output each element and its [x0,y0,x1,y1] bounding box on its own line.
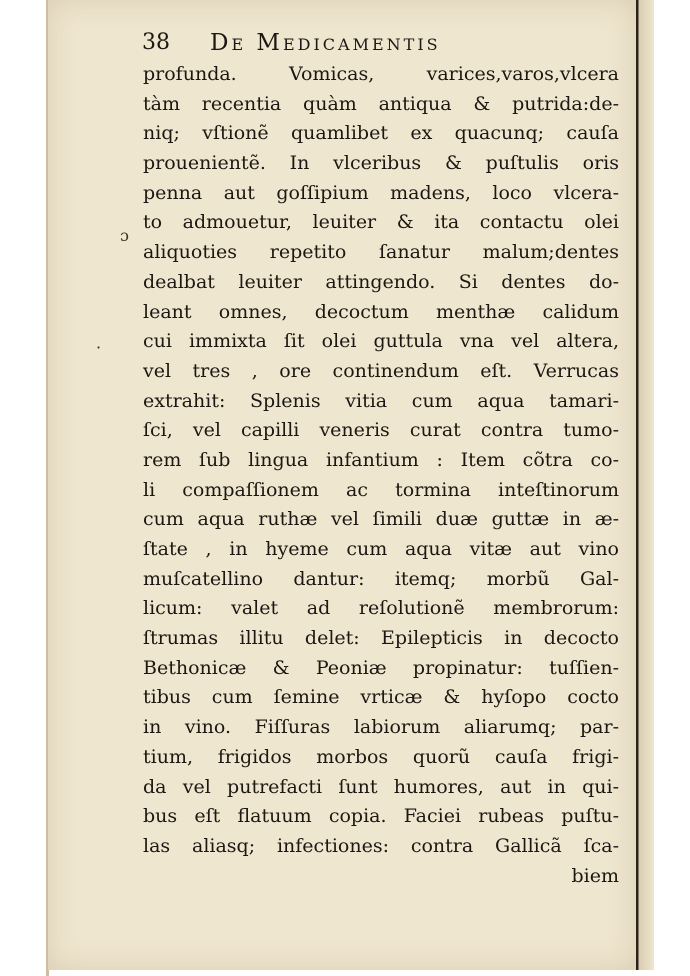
text-line: ſtate , in hyeme cum aqua vitæ aut vino [143,538,619,560]
body-text [143,60,619,891]
text-line: leant omnes, decoctum menthæ calidum [143,300,619,323]
text-line: tibus cum ſemine vrticæ & hyſopo cocto [143,686,619,709]
page-number: 38 [142,30,170,55]
text-line: cui immixta ſit olei guttula vna vel altera, [143,330,619,353]
text-line: las aliasq; infectiones: contra Gallicã ſca- [143,834,619,857]
text-line: licum: valet ad reſolutionẽ membrorum: [143,597,619,620]
text-line: niq; vſtionẽ quamlibet ex quacunq; cauſa [143,122,619,145]
text-line: to admouetur, leuiter & ita contactu olei [143,211,619,234]
text-line: rem ſub lingua infantium : Item cõtra co- [143,448,619,471]
text-line: vel tres , ore continendum eſt. Verrucas [143,359,619,382]
text-line: bus eſt flatuum copia. Faciei rubeas puſtu- [143,805,619,828]
text-line: aliquoties repetito ſanatur malum;dentes [143,241,619,264]
text-line: cum aqua ruthæ vel ſimili duæ guttæ in æ- [143,508,619,531]
text-line: profunda. Vomicas, varices,varos,vlcera [143,63,619,85]
running-title: De Medicamentis [210,30,441,56]
text-line: extrahit: Splenis vitia cum aqua tamari- [143,389,619,412]
page-binding-edge [636,0,654,970]
text-line: Bethonicæ & Peoniæ propinatur: tuſſien- [143,656,619,679]
text-line: ſtrumas illitu delet: Epilepticis in decocto [143,627,619,650]
text-line: li compaſſionem ac tormina inteſtinorum [143,478,619,501]
text-line: dealbat leuiter attingendo. Si dentes do- [143,270,619,293]
margin-mark: ɔ [120,226,129,245]
text-line: da vel putrefacti ſunt humores, aut in qui- [143,775,619,798]
text-line: prouenientẽ. In vlceribus & puſtulis oris [143,152,619,175]
text-line: tium, frigidos morbos quorũ cauſa frigi- [143,745,619,768]
text-line: penna aut goſſipium madens, loco vlcera- [143,181,619,204]
text-line: ſci, vel capilli veneris curat contra tumo- [143,419,619,442]
text-line: biem [571,864,619,887]
text-line: muſcatellino dantur: itemq; morbũ Gal- [143,567,619,590]
text-line: tàm recentia quàm antiqua & putrida:de- [143,92,619,115]
text-line: in vino. Fiſſuras labiorum aliarumq; par- [143,716,619,739]
margin-dot: · [96,338,102,357]
